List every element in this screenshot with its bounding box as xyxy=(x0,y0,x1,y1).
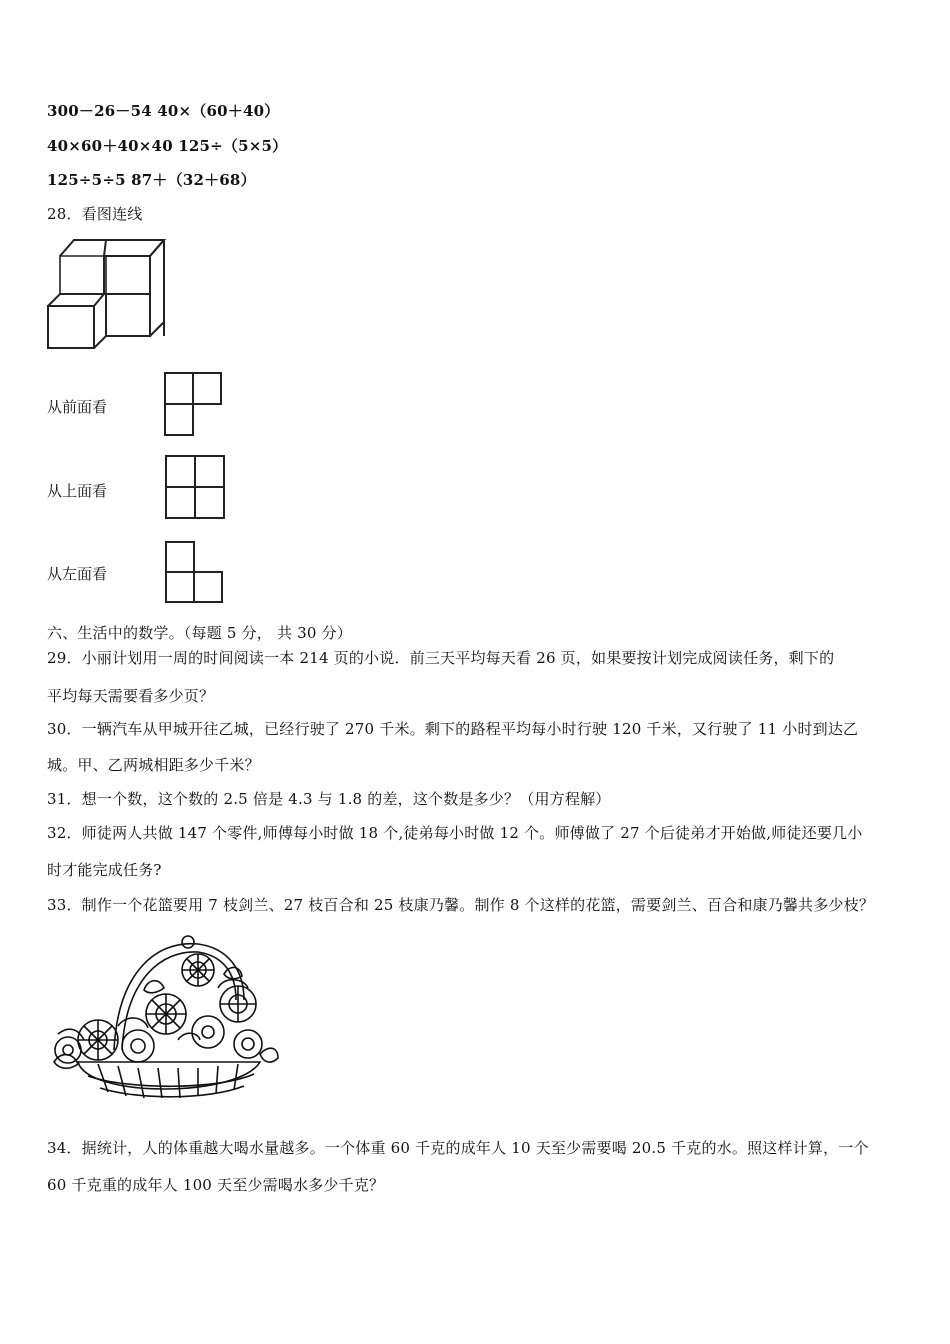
section-6-heading: 六、生活中的数学。（每题 5 分， 共 30 分） xyxy=(47,624,352,642)
q33-line-1: 33．制作一个花篮要用 7 枝剑兰、27 枝百合和 25 枝康乃馨。制作 8 个这样的花篮，需要剑兰、百合和康乃馨共多少枝？ xyxy=(47,896,875,914)
q31-line-1: 31．想一个数，这个数的 2.5 倍是 4.3 与 1.8 的差，这个数是多少？（用方程解） xyxy=(47,790,611,808)
q29-line-1: 29．小丽计划用一周的时间阅读一本 214 页的小说．前三天平均每天看 26 页，如果要按计划完成阅读任务，剩下的 xyxy=(47,649,835,667)
q29-line-2: 平均每天需要看多少页？ xyxy=(47,687,215,705)
q28-title: 28．看图连线 xyxy=(47,205,143,223)
view-left-label: 从左面看 xyxy=(47,565,108,583)
calc-row-2: 40×60＋40×40 125÷（5×5） xyxy=(47,137,288,155)
left-view-figure xyxy=(164,540,226,606)
top-view-figure xyxy=(164,454,228,522)
calc-row-1: 300－26－54 40×（60＋40） xyxy=(47,102,280,120)
q30-line-1: 30．一辆汽车从甲城开往乙城，已经行驶了 270 千米。剩下的路程平均每小时行驶 120 千米，又行驶了 11 小时到达乙 xyxy=(47,720,859,738)
q34-line-2: 60 千克重的成年人 100 天至少需喝水多少千克？ xyxy=(47,1176,385,1194)
view-top-label: 从上面看 xyxy=(47,482,108,500)
q32-line-2: 时才能完成任务? xyxy=(47,861,162,879)
q30-line-2: 城。甲、乙两城相距多少千米？ xyxy=(47,756,260,774)
cube-stack-figure xyxy=(46,236,158,354)
q32-line-1: 32．师徒两人共做 147 个零件,师傅每小时做 18 个,徒弟每小时做 12 个。师傅做了 27 个后徒弟才开始做,师徒还要几小 xyxy=(47,824,863,842)
q34-line-1: 34．据统计，人的体重越大喝水量越多。一个体重 60 千克的成年人 10 天至少需要喝 20.5 千克的水。照这样计算，一个 xyxy=(47,1139,869,1157)
front-view-figure xyxy=(163,371,225,437)
view-front-label: 从前面看 xyxy=(47,398,108,416)
flower-basket-illustration xyxy=(48,930,280,1106)
calc-row-3: 125÷5÷5 87＋（32＋68） xyxy=(47,171,256,189)
